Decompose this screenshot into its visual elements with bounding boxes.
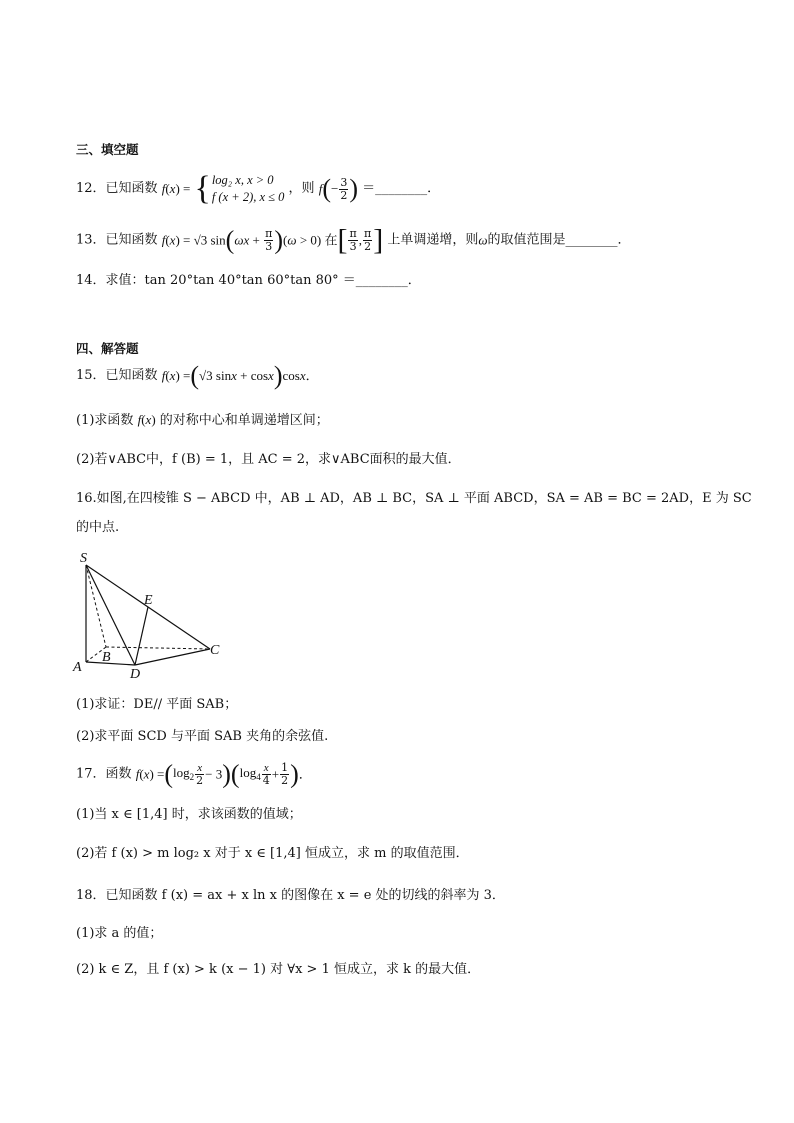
section-title-fill-in: 三、填空题 [76,142,139,157]
question-13: 13．已知函数 f(x) = √3 sin(ωx + $\frac{\pi}{3}$ )(ω > 0) 在[ $\frac{\pi}{3}$ , $\frac{\pi}{2}$ ] 上单调递增，则ω的取值范围是________． [76,223,631,257]
edge-SB-hidden [86,565,106,647]
pyramid-figure [72,548,232,678]
q17-prefix: 17．函数 [76,766,132,782]
label-B: B [102,650,111,665]
q16-part-1: (1)求证：DE// 平面 SAB； [76,697,238,712]
q12-mid: ，则 [288,181,315,196]
label-D: D [130,667,141,678]
piecewise-brace: { [194,170,211,207]
q12-case-1: log₂ x, x > 0 [211,173,274,187]
q17-part-2: (2)若 f (x) > m log₂ x 对于 x ∈ [1,4] 恒成立，求 m 的取值范围． [76,846,469,861]
q12-prefix: 12．已知函数 [76,181,158,196]
q18-part-1: (1)求 a 的值； [76,926,163,941]
label-A: A [73,660,82,675]
question-17: 17．函数 $f(x) =(\log_2$ $\frac{x}{2}$ − $3)(\log_4$ $\frac{x}{4}$ + $\frac{1}{2}$ )． [76,759,312,789]
q18-line-1: 18．已知函数 f (x) = ax + x ln x 的图像在 x = e 处的切线的斜率为 3． [76,888,505,903]
q16-line-2: 的中点. [76,520,120,535]
q16-part-2: (2)求平面 SCD 与平面 SAB 夹角的余弦值. [76,729,329,744]
question-15: 15．已知函数 f(x) =(√3 sinx + cosx)cosx． [76,361,319,390]
q15-prefix: 15．已知函数 [76,368,158,383]
q13-mid: 上单调递增，则 [387,232,479,248]
section-title-solve: 四、解答题 [76,341,139,356]
question-12: 12．已知函数 f(x) = { log₂ x, x > 0 f (x + 2), x ≤ 0 ，则 f(− $\frac{3}{2}$ ) ＝________． [76,170,441,207]
q12-piecewise [212,172,285,206]
q16-line-1: 16.如图,在四棱锥 S − ABCD 中，AB ⊥ AD，AB ⊥ BC，SA ⊥ 平面 ABCD，SA = AB = BC = 2AD，E 为 SC [76,491,752,506]
q15-part-1: (1)求函数 f(x) 的对称中心和单调递增区间； [76,412,329,428]
q15-part-2: (2)若∨ABC中，f (B) = 1，且 AC = 2，求∨ABC面积的最大值． [76,452,461,467]
label-S: S [80,551,87,566]
q12-case-2: f (x + 2), x ≤ 0 [211,190,285,204]
question-14: 14．求值：tan 20°tan 40°tan 60°tan 80° ＝________． [76,273,421,288]
q13-tail: 的取值范围是________． [487,232,631,248]
q12-answer-blank: ＝________． [362,181,441,196]
edge-BC-hidden [106,647,210,649]
label-C: C [210,643,220,658]
q17-part-1: (1)当 x ∈ [1,4] 时，求该函数的值域； [76,807,302,822]
edge-DE [135,607,148,665]
label-E: E [144,593,153,608]
q18-part-2: (2) k ∈ Z，且 f (x) > k (x − 1) 对 ∀x > 1 恒成立，求 k 的最大值． [76,962,481,977]
q13-prefix: 13．已知函数 [76,232,158,248]
edge-DC [135,649,210,665]
